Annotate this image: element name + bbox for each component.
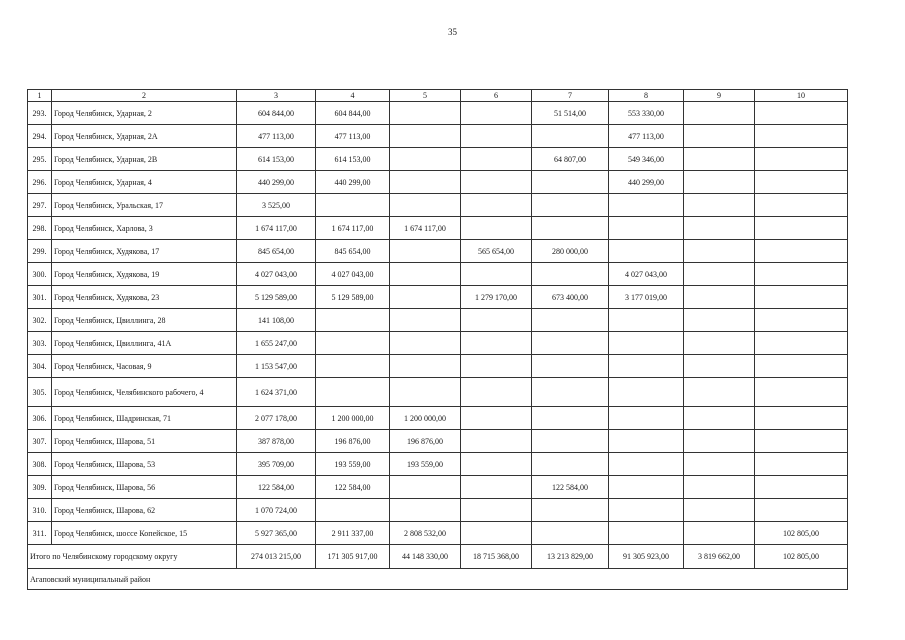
column-header: 9 — [684, 90, 755, 102]
amount-cell — [609, 355, 684, 378]
table-row — [28, 240, 848, 263]
amount-cell — [609, 240, 684, 263]
column-header: 5 — [390, 90, 461, 102]
column-header: 10 — [755, 90, 848, 102]
address-cell: Город Челябинск, Цвиллинга, 41А — [52, 332, 237, 355]
amount-cell — [532, 309, 609, 332]
row-number: 305. — [28, 378, 52, 407]
column-number-row — [28, 90, 848, 102]
amount-cell — [316, 194, 390, 217]
address-cell: Город Челябинск, Худякова, 23 — [52, 286, 237, 309]
district-label: Агаповский муниципальный район — [28, 569, 848, 590]
amount-cell — [755, 194, 848, 217]
amount-cell: 1 153 547,00 — [237, 355, 316, 378]
amount-cell — [461, 378, 532, 407]
amount-cell — [390, 309, 461, 332]
amount-cell — [390, 378, 461, 407]
amount-cell — [461, 309, 532, 332]
amount-cell — [755, 263, 848, 286]
row-number: 298. — [28, 217, 52, 240]
amount-cell — [684, 407, 755, 430]
amount-cell — [755, 430, 848, 453]
table-row — [28, 453, 848, 476]
amount-cell — [390, 355, 461, 378]
row-number: 302. — [28, 309, 52, 332]
row-number: 310. — [28, 499, 52, 522]
amount-cell — [532, 194, 609, 217]
row-number: 293. — [28, 102, 52, 125]
amount-cell: 565 654,00 — [461, 240, 532, 263]
amount-cell: 440 299,00 — [237, 171, 316, 194]
amount-cell — [532, 332, 609, 355]
table-row — [28, 263, 848, 286]
table-row — [28, 148, 848, 171]
row-number: 311. — [28, 522, 52, 545]
amount-cell: 5 129 589,00 — [237, 286, 316, 309]
amount-cell — [755, 332, 848, 355]
amount-cell: 5 927 365,00 — [237, 522, 316, 545]
amount-cell — [755, 499, 848, 522]
address-cell: Город Челябинск, Шадринская, 71 — [52, 407, 237, 430]
amount-cell — [684, 263, 755, 286]
amount-cell — [609, 194, 684, 217]
amount-cell — [684, 194, 755, 217]
address-cell: Город Челябинск, Шарова, 51 — [52, 430, 237, 453]
amount-cell: 845 654,00 — [316, 240, 390, 263]
amount-cell — [390, 240, 461, 263]
amount-cell — [755, 286, 848, 309]
address-cell: Город Челябинск, Ударная, 2В — [52, 148, 237, 171]
total-row — [28, 545, 848, 569]
amount-cell — [755, 217, 848, 240]
address-cell: Город Челябинск, Ударная, 4 — [52, 171, 237, 194]
table-row — [28, 286, 848, 309]
amount-cell: 845 654,00 — [237, 240, 316, 263]
amount-cell — [684, 522, 755, 545]
table-row — [28, 378, 848, 407]
row-number: 307. — [28, 430, 52, 453]
row-number: 295. — [28, 148, 52, 171]
amount-cell: 604 844,00 — [316, 102, 390, 125]
address-cell: Город Челябинск, Шарова, 62 — [52, 499, 237, 522]
amount-cell: 141 108,00 — [237, 309, 316, 332]
amount-cell: 387 878,00 — [237, 430, 316, 453]
amount-cell — [461, 263, 532, 286]
amount-cell — [461, 194, 532, 217]
row-number: 299. — [28, 240, 52, 263]
amount-cell: 122 584,00 — [532, 476, 609, 499]
table-row — [28, 125, 848, 148]
column-header: 1 — [28, 90, 52, 102]
amount-cell — [461, 430, 532, 453]
amount-cell: 1 674 117,00 — [316, 217, 390, 240]
total-label: Итого по Челябинскому городскому округу — [28, 545, 237, 569]
district-row — [28, 569, 848, 590]
row-number: 304. — [28, 355, 52, 378]
amount-cell — [684, 430, 755, 453]
table-row — [28, 476, 848, 499]
amount-cell — [609, 430, 684, 453]
amount-cell — [684, 171, 755, 194]
table-row — [28, 499, 848, 522]
address-cell: Город Челябинск, Уральская, 17 — [52, 194, 237, 217]
table-row — [28, 194, 848, 217]
amount-cell — [684, 286, 755, 309]
row-number: 294. — [28, 125, 52, 148]
budget-table — [27, 89, 848, 590]
row-number: 308. — [28, 453, 52, 476]
row-number: 309. — [28, 476, 52, 499]
amount-cell: 64 807,00 — [532, 148, 609, 171]
amount-cell — [755, 240, 848, 263]
amount-cell: 549 346,00 — [609, 148, 684, 171]
amount-cell — [532, 355, 609, 378]
amount-cell: 477 113,00 — [237, 125, 316, 148]
amount-cell — [684, 217, 755, 240]
amount-cell — [755, 148, 848, 171]
total-cell: 171 305 917,00 — [316, 545, 390, 569]
amount-cell — [316, 355, 390, 378]
amount-cell — [755, 355, 848, 378]
amount-cell — [390, 286, 461, 309]
amount-cell — [684, 378, 755, 407]
amount-cell: 122 584,00 — [316, 476, 390, 499]
amount-cell: 193 559,00 — [390, 453, 461, 476]
amount-cell — [316, 309, 390, 332]
amount-cell — [316, 378, 390, 407]
amount-cell — [461, 332, 532, 355]
amount-cell — [316, 332, 390, 355]
amount-cell — [684, 102, 755, 125]
amount-cell — [755, 102, 848, 125]
address-cell: Город Челябинск, шоссе Копейское, 15 — [52, 522, 237, 545]
amount-cell — [609, 522, 684, 545]
amount-cell — [461, 148, 532, 171]
amount-cell: 395 709,00 — [237, 453, 316, 476]
table-row — [28, 430, 848, 453]
amount-cell: 673 400,00 — [532, 286, 609, 309]
amount-cell — [532, 125, 609, 148]
amount-cell — [390, 171, 461, 194]
amount-cell — [461, 522, 532, 545]
total-cell: 18 715 368,00 — [461, 545, 532, 569]
column-header: 7 — [532, 90, 609, 102]
amount-cell: 51 514,00 — [532, 102, 609, 125]
row-number: 303. — [28, 332, 52, 355]
amount-cell — [755, 407, 848, 430]
amount-cell: 1 674 117,00 — [237, 217, 316, 240]
amount-cell — [532, 499, 609, 522]
amount-cell — [390, 194, 461, 217]
column-header: 6 — [461, 90, 532, 102]
table-row — [28, 309, 848, 332]
amount-cell — [609, 309, 684, 332]
address-cell: Город Челябинск, Челябинского рабочего, 4 — [52, 378, 237, 407]
table-row — [28, 102, 848, 125]
amount-cell: 1 624 371,00 — [237, 378, 316, 407]
amount-cell — [390, 332, 461, 355]
column-header: 8 — [609, 90, 684, 102]
address-cell: Город Челябинск, Харлова, 3 — [52, 217, 237, 240]
amount-cell — [684, 148, 755, 171]
amount-cell: 196 876,00 — [316, 430, 390, 453]
total-cell: 44 148 330,00 — [390, 545, 461, 569]
row-number: 300. — [28, 263, 52, 286]
column-header: 2 — [52, 90, 237, 102]
amount-cell — [461, 125, 532, 148]
amount-cell — [390, 499, 461, 522]
row-number: 297. — [28, 194, 52, 217]
table-row — [28, 171, 848, 194]
table-row — [28, 217, 848, 240]
amount-cell: 4 027 043,00 — [316, 263, 390, 286]
amount-cell — [609, 499, 684, 522]
amount-cell — [609, 217, 684, 240]
amount-cell: 122 584,00 — [237, 476, 316, 499]
amount-cell: 1 200 000,00 — [390, 407, 461, 430]
address-cell: Город Челябинск, Худякова, 17 — [52, 240, 237, 263]
amount-cell — [461, 217, 532, 240]
table-row — [28, 407, 848, 430]
amount-cell — [532, 217, 609, 240]
amount-cell — [755, 453, 848, 476]
amount-cell: 477 113,00 — [609, 125, 684, 148]
amount-cell — [461, 102, 532, 125]
amount-cell: 196 876,00 — [390, 430, 461, 453]
amount-cell: 4 027 043,00 — [609, 263, 684, 286]
amount-cell — [532, 407, 609, 430]
amount-cell — [461, 476, 532, 499]
amount-cell: 3 525,00 — [237, 194, 316, 217]
amount-cell: 280 000,00 — [532, 240, 609, 263]
amount-cell — [390, 263, 461, 286]
amount-cell — [461, 453, 532, 476]
amount-cell — [684, 453, 755, 476]
amount-cell — [461, 499, 532, 522]
amount-cell — [755, 309, 848, 332]
amount-cell — [684, 476, 755, 499]
amount-cell: 1 655 247,00 — [237, 332, 316, 355]
row-number: 296. — [28, 171, 52, 194]
amount-cell — [684, 332, 755, 355]
address-cell: Город Челябинск, Ударная, 2А — [52, 125, 237, 148]
address-cell: Город Челябинск, Худякова, 19 — [52, 263, 237, 286]
amount-cell — [755, 476, 848, 499]
amount-cell: 1 279 170,00 — [461, 286, 532, 309]
amount-cell: 553 330,00 — [609, 102, 684, 125]
amount-cell: 2 808 532,00 — [390, 522, 461, 545]
amount-cell — [684, 499, 755, 522]
amount-cell — [609, 332, 684, 355]
amount-cell: 440 299,00 — [316, 171, 390, 194]
amount-cell — [684, 309, 755, 332]
total-cell: 102 805,00 — [755, 545, 848, 569]
amount-cell: 2 077 178,00 — [237, 407, 316, 430]
amount-cell: 193 559,00 — [316, 453, 390, 476]
amount-cell — [532, 263, 609, 286]
amount-cell — [609, 378, 684, 407]
amount-cell — [461, 407, 532, 430]
address-cell: Город Челябинск, Ударная, 2 — [52, 102, 237, 125]
amount-cell: 3 177 019,00 — [609, 286, 684, 309]
address-cell: Город Челябинск, Шарова, 53 — [52, 453, 237, 476]
amount-cell: 440 299,00 — [609, 171, 684, 194]
amount-cell — [390, 476, 461, 499]
total-cell: 13 213 829,00 — [532, 545, 609, 569]
row-number: 306. — [28, 407, 52, 430]
amount-cell: 614 153,00 — [316, 148, 390, 171]
total-cell: 3 819 662,00 — [684, 545, 755, 569]
address-cell: Город Челябинск, Часовая, 9 — [52, 355, 237, 378]
amount-cell: 614 153,00 — [237, 148, 316, 171]
amount-cell — [684, 355, 755, 378]
amount-cell: 102 805,00 — [755, 522, 848, 545]
amount-cell — [390, 125, 461, 148]
amount-cell: 1 070 724,00 — [237, 499, 316, 522]
amount-cell — [755, 171, 848, 194]
table-row — [28, 332, 848, 355]
amount-cell — [684, 125, 755, 148]
address-cell: Город Челябинск, Цвиллинга, 28 — [52, 309, 237, 332]
table-row — [28, 522, 848, 545]
amount-cell — [609, 407, 684, 430]
amount-cell: 604 844,00 — [237, 102, 316, 125]
amount-cell — [532, 378, 609, 407]
page-number: 35 — [448, 27, 457, 37]
column-header: 4 — [316, 90, 390, 102]
amount-cell — [316, 499, 390, 522]
amount-cell — [755, 125, 848, 148]
amount-cell — [461, 171, 532, 194]
amount-cell: 2 911 337,00 — [316, 522, 390, 545]
amount-cell — [461, 355, 532, 378]
amount-cell — [532, 171, 609, 194]
amount-cell: 477 113,00 — [316, 125, 390, 148]
amount-cell: 5 129 589,00 — [316, 286, 390, 309]
total-cell: 91 305 923,00 — [609, 545, 684, 569]
amount-cell — [609, 453, 684, 476]
address-cell: Город Челябинск, Шарова, 56 — [52, 476, 237, 499]
row-number: 301. — [28, 286, 52, 309]
amount-cell — [532, 522, 609, 545]
amount-cell: 1 674 117,00 — [390, 217, 461, 240]
total-cell: 274 013 215,00 — [237, 545, 316, 569]
amount-cell: 1 200 000,00 — [316, 407, 390, 430]
amount-cell — [532, 453, 609, 476]
amount-cell — [684, 240, 755, 263]
amount-cell: 4 027 043,00 — [237, 263, 316, 286]
amount-cell — [609, 476, 684, 499]
amount-cell — [390, 148, 461, 171]
amount-cell — [755, 378, 848, 407]
amount-cell — [390, 102, 461, 125]
column-header: 3 — [237, 90, 316, 102]
amount-cell — [532, 430, 609, 453]
table-row — [28, 355, 848, 378]
